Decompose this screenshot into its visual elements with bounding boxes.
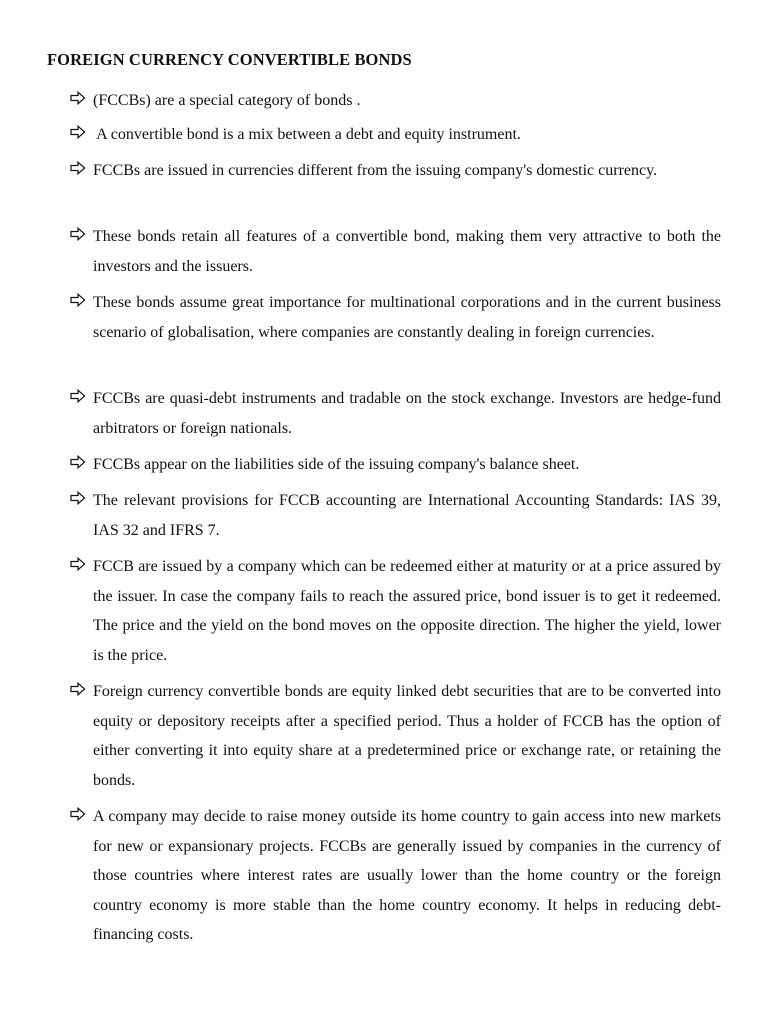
hollow-right-arrow-icon — [70, 227, 86, 241]
hollow-right-arrow-icon — [70, 557, 86, 571]
list-item-text: A convertible bond is a mix between a debt and equity instrument. — [93, 126, 521, 143]
hollow-right-arrow-icon — [70, 161, 86, 175]
list-item-text: These bonds retain all features of a convertible bond, making them very attractive to both the investors and the issuers. — [93, 228, 721, 275]
list-item-text: FCCBs appear on the liabilities side of the issuing company's balance sheet. — [93, 456, 580, 473]
hollow-right-arrow-icon — [70, 91, 86, 105]
list-item-text: Foreign currency convertible bonds are equity linked debt securities that are to be converted into equity or depository receipts after a specified period. Thus a holder of FCCB has the option of either converting it into equity share at a predetermined price or exchange rate, or retaining the bonds. — [93, 683, 721, 789]
hollow-right-arrow-icon — [70, 491, 86, 505]
hollow-right-arrow-icon — [70, 682, 86, 696]
list-item-text: A company may decide to raise money outside its home country to gain access into new markets for new or expansionary projects. FCCBs are generally issued by companies in the currency of those countries where interest rates are usually lower than the home country or the foreign country economy is more stable than the home country economy. It helps in reducing debt-financing costs. — [93, 808, 721, 944]
page-title: FOREIGN CURRENCY CONVERTIBLE BONDS — [47, 50, 412, 69]
hollow-right-arrow-icon — [70, 293, 86, 307]
list-item-text: FCCBs are issued in currencies different from the issuing company's domestic currency. — [93, 162, 658, 179]
list-item-text: These bonds assume great importance for multinational corporations and in the current business scenario of globalisation, where companies are constantly dealing in foreign currencies. — [93, 294, 721, 341]
list-item-text: FCCB are issued by a company which can be redeemed either at maturity or at a price assured by the issuer. In case the company fails to reach the assured price, bond issuer is to get it redeemed. The price and the yield on the bond moves on the opposite direction. The higher the yield, lower is the price. — [93, 558, 721, 664]
list-item-text: FCCBs are quasi-debt instruments and tradable on the stock exchange. Investors are hedge-fund arbitrators or foreign nationals. — [93, 390, 721, 437]
hollow-right-arrow-icon — [70, 455, 86, 469]
hollow-right-arrow-icon — [70, 807, 86, 821]
list-item-text: (FCCBs) are a special category of bonds . — [93, 92, 361, 109]
hollow-right-arrow-icon — [70, 125, 86, 139]
hollow-right-arrow-icon — [70, 389, 86, 403]
list-item-text: The relevant provisions for FCCB accounting are International Accounting Standards: IAS 39, IAS 32 and IFRS 7. — [93, 492, 721, 539]
